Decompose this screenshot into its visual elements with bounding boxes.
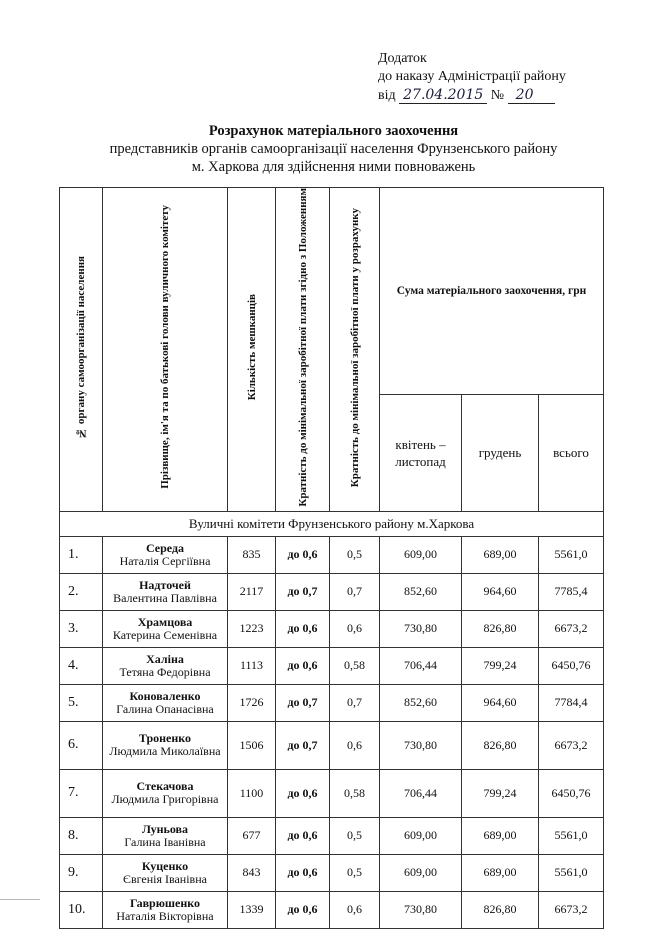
header-mult-calc-text: Кратність до мінімальної заробітної плати у розрахунку (348, 207, 361, 487)
row-dec: 799,24 (462, 647, 539, 684)
document-title (0, 122, 647, 176)
row-residents: 1100 (228, 769, 276, 817)
row-dec: 826,80 (462, 891, 539, 928)
table-row (60, 817, 604, 854)
row-dec: 689,00 (462, 854, 539, 891)
row-dec: 799,24 (462, 769, 539, 817)
row-total: 5561,0 (539, 854, 604, 891)
row-apr-nov: 706,44 (380, 647, 462, 684)
row-residents: 1223 (228, 610, 276, 647)
row-name (103, 891, 228, 928)
row-mult-calc: 0,58 (330, 647, 380, 684)
row-mult-reg: до 0,7 (276, 573, 330, 610)
section-row (60, 511, 604, 536)
row-number: 1. (60, 536, 103, 573)
row-dec: 964,60 (462, 573, 539, 610)
row-name (103, 684, 228, 721)
row-given-names: Валентина Павлівна (113, 590, 217, 605)
row-apr-nov: 730,80 (380, 610, 462, 647)
row-apr-nov: 852,60 (380, 684, 462, 721)
row-mult-calc: 0,5 (330, 536, 380, 573)
date-value: 27.04.2015 (399, 87, 487, 104)
row-mult-reg: до 0,6 (276, 769, 330, 817)
row-apr-nov: 609,00 (380, 536, 462, 573)
row-name (103, 854, 228, 891)
row-total: 7785,4 (539, 573, 604, 610)
header-name-text: Прізвище, ім'я та по батькові голови вуличного комітету (159, 205, 171, 490)
row-number: 7. (60, 769, 103, 817)
table-row (60, 573, 604, 610)
row-name (103, 536, 228, 573)
row-apr-nov: 852,60 (380, 573, 462, 610)
row-mult-reg: до 0,6 (276, 854, 330, 891)
header-total: всього (539, 395, 604, 512)
row-apr-nov: 730,80 (380, 891, 462, 928)
row-apr-nov: 609,00 (380, 854, 462, 891)
row-surname: Куценко (141, 858, 189, 873)
row-total: 6673,2 (539, 610, 604, 647)
header-mult-reg-text: Кратність до мінімальної заробітної плати згідно з Положенням (296, 188, 309, 507)
row-mult-reg: до 0,7 (276, 684, 330, 721)
row-number: 6. (60, 721, 103, 769)
row-surname: Луньова (141, 821, 189, 836)
table-row (60, 536, 604, 573)
row-number: 10. (60, 891, 103, 928)
row-apr-nov: 706,44 (380, 769, 462, 817)
reward-table (59, 187, 604, 929)
row-mult-calc: 0,7 (330, 573, 380, 610)
row-residents: 677 (228, 817, 276, 854)
row-given-names: Наталія Вікторівна (116, 908, 214, 923)
row-dec: 689,00 (462, 817, 539, 854)
row-residents: 835 (228, 536, 276, 573)
row-name (103, 573, 228, 610)
row-name (103, 721, 228, 769)
row-given-names: Людмила Григорівна (111, 792, 219, 807)
row-mult-reg: до 0,6 (276, 647, 330, 684)
row-number: 2. (60, 573, 103, 610)
row-mult-reg: до 0,6 (276, 610, 330, 647)
row-apr-nov: 730,80 (380, 721, 462, 769)
row-mult-reg: до 0,6 (276, 536, 330, 573)
row-given-names: Євгенія Іванівна (123, 871, 207, 886)
footer-rule (0, 899, 40, 900)
header-num-text: № органу самоорганізації населення (75, 255, 87, 439)
row-dec: 964,60 (462, 684, 539, 721)
row-total: 5561,0 (539, 536, 604, 573)
header-name (103, 188, 228, 512)
header-row-1 (60, 188, 604, 395)
row-mult-reg: до 0,6 (276, 817, 330, 854)
header-residents (228, 188, 276, 512)
row-total: 6450,76 (539, 769, 604, 817)
row-dec: 826,80 (462, 610, 539, 647)
row-number: 9. (60, 854, 103, 891)
appendix-title: Додаток (378, 51, 427, 66)
row-mult-calc: 0,6 (330, 891, 380, 928)
row-dec: 826,80 (462, 721, 539, 769)
row-surname: Халіна (146, 651, 184, 666)
appendix-block (378, 50, 566, 105)
header-dec: грудень (462, 395, 539, 512)
number-label: № (490, 88, 505, 103)
row-name (103, 647, 228, 684)
row-residents: 1726 (228, 684, 276, 721)
section-title: Вуличні комітети Фрунзенського району м.Харкова (60, 511, 604, 536)
row-given-names: Галина Іванівна (124, 834, 206, 849)
row-total: 5561,0 (539, 817, 604, 854)
date-prefix: від (378, 88, 396, 103)
row-total: 7784,4 (539, 684, 604, 721)
row-mult-reg: до 0,7 (276, 721, 330, 769)
row-surname: Троненко (138, 731, 192, 746)
title-line-2: представників органів самоорганізації населення Фрунзенського району (109, 141, 558, 157)
row-surname: Храмцова (137, 614, 193, 629)
row-given-names: Катерина Семенівна (112, 627, 218, 642)
row-number: 8. (60, 817, 103, 854)
row-surname: Середа (145, 540, 185, 555)
row-mult-calc: 0,5 (330, 854, 380, 891)
row-given-names: Наталія Сергіївна (119, 553, 211, 568)
row-name (103, 817, 228, 854)
header-num (60, 188, 103, 512)
appendix-date-line (378, 86, 566, 105)
row-residents: 2117 (228, 573, 276, 610)
row-surname: Коноваленко (129, 688, 201, 703)
row-residents: 1506 (228, 721, 276, 769)
row-surname: Стекачова (136, 779, 194, 794)
number-value: 20 (508, 87, 556, 104)
row-mult-calc: 0,6 (330, 610, 380, 647)
header-mult-reg (276, 188, 330, 512)
title-line-1: Розрахунок матеріального заохочення (208, 123, 459, 139)
row-surname: Гаврюшенко (129, 895, 201, 910)
row-name (103, 769, 228, 817)
row-total: 6673,2 (539, 891, 604, 928)
row-name (103, 610, 228, 647)
header-mult-calc (330, 188, 380, 512)
row-number: 5. (60, 684, 103, 721)
row-residents: 1339 (228, 891, 276, 928)
row-surname: Надточей (139, 577, 191, 592)
table-row (60, 610, 604, 647)
row-given-names: Людмила Миколаївна (109, 744, 221, 759)
table-row (60, 769, 604, 817)
row-mult-calc: 0,5 (330, 817, 380, 854)
row-residents: 1113 (228, 647, 276, 684)
table-body (60, 536, 604, 928)
row-dec: 689,00 (462, 536, 539, 573)
row-mult-calc: 0,58 (330, 769, 380, 817)
header-apr-nov: квітень – листопад (380, 395, 462, 512)
table-row (60, 891, 604, 928)
row-mult-reg: до 0,6 (276, 891, 330, 928)
appendix-order: до наказу Адміністрації району (378, 69, 566, 84)
header-residents-text: Кількість мешканців (245, 294, 258, 401)
table-row (60, 647, 604, 684)
title-line-3: м. Харкова для здійснення ними повноважень (191, 159, 476, 175)
row-mult-calc: 0,7 (330, 684, 380, 721)
row-number: 3. (60, 610, 103, 647)
table-row (60, 721, 604, 769)
row-mult-calc: 0,6 (330, 721, 380, 769)
row-residents: 843 (228, 854, 276, 891)
row-number: 4. (60, 647, 103, 684)
row-given-names: Галина Опанасівна (116, 701, 214, 716)
table-row (60, 684, 604, 721)
row-total: 6673,2 (539, 721, 604, 769)
row-total: 6450,76 (539, 647, 604, 684)
header-sum: Сума матеріального заохочення, грн (380, 188, 604, 395)
row-given-names: Тетяна Федорівна (119, 664, 211, 679)
table-row (60, 854, 604, 891)
row-apr-nov: 609,00 (380, 817, 462, 854)
